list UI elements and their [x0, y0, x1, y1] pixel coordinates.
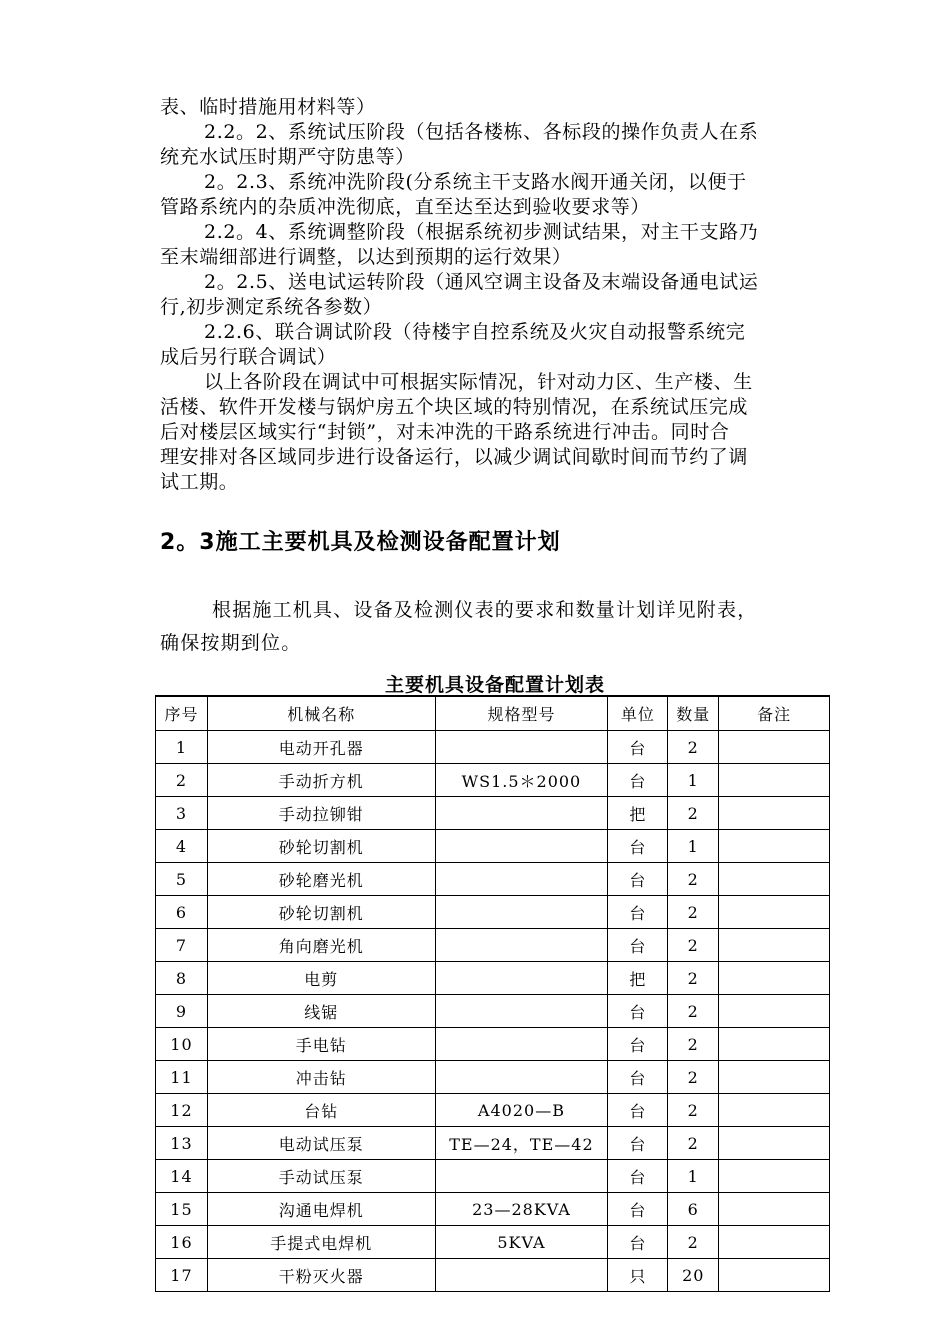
table-cell: 砂轮切割机 — [207, 896, 435, 929]
table-row — [156, 863, 830, 896]
table-cell: 把 — [608, 962, 668, 995]
body-text-line: 管路系统内的杂质冲洗彻底，直至达至达到验收要求等） — [160, 196, 651, 218]
table-cell — [435, 797, 608, 830]
table-cell — [435, 1028, 608, 1061]
table-cell — [719, 962, 830, 995]
table-cell: 8 — [156, 962, 208, 995]
table-cell: 手提式电焊机 — [207, 1226, 435, 1259]
table-cell: 台钻 — [207, 1094, 435, 1127]
table-cell: 台 — [608, 1160, 668, 1193]
table-cell — [719, 1160, 830, 1193]
table-cell: 2 — [668, 995, 719, 1028]
table-header-cell: 规格型号 — [435, 696, 608, 731]
table-row — [156, 1127, 830, 1160]
table-cell: 15 — [156, 1193, 208, 1226]
table-cell: 电剪 — [207, 962, 435, 995]
body-text-line: 理安排对各区域同步进行设备运行，以减少调试间歇时间而节约了调 — [160, 446, 749, 468]
body-text-line: 2。2.5、送电试运转阶段（通风空调主设备及末端设备通电试运 — [204, 271, 759, 293]
table-cell: 6 — [156, 896, 208, 929]
table-cell: 7 — [156, 929, 208, 962]
table-cell: 5 — [156, 863, 208, 896]
section-heading: 2。3施工主要机具及检测设备配置计划 — [160, 530, 561, 555]
body-text-line: 2。2.3、系统冲洗阶段(分系统主干支路水阀开通关闭，以便于 — [204, 171, 747, 193]
table-row — [156, 962, 830, 995]
table-cell — [719, 1127, 830, 1160]
table-row — [156, 1061, 830, 1094]
table-cell — [435, 1061, 608, 1094]
table-cell: 2 — [668, 1028, 719, 1061]
table-cell — [719, 797, 830, 830]
table-cell: WS1.5＊2000 — [435, 764, 608, 797]
table-cell: 2 — [668, 1226, 719, 1259]
table-cell — [435, 830, 608, 863]
table-cell: 手电钻 — [207, 1028, 435, 1061]
table-row — [156, 995, 830, 1028]
table-caption-text: 主要机具设备配置计划表 — [384, 674, 605, 696]
body-paragraphs — [160, 95, 838, 495]
table-cell — [719, 1028, 830, 1061]
body-text-line: 活楼、软件开发楼与锅炉房五个块区域的特别情况，在系统试压完成 — [160, 396, 749, 418]
table-cell: 台 — [608, 896, 668, 929]
body-text-line: 统充水试压时期严守防患等） — [160, 146, 415, 168]
table-cell: 9 — [156, 995, 208, 1028]
table-header-cell: 机械名称 — [207, 696, 435, 731]
table-cell — [435, 995, 608, 1028]
table-caption — [0, 670, 950, 697]
table-cell — [719, 896, 830, 929]
table-cell: 1 — [668, 830, 719, 863]
table-cell: 2 — [668, 896, 719, 929]
table-cell: 沟通电焊机 — [207, 1193, 435, 1226]
table-cell — [719, 863, 830, 896]
body-text-line: 2.2。2、系统试压阶段（包括各楼栋、各标段的操作负责人在系 — [204, 121, 759, 143]
table-cell — [719, 1094, 830, 1127]
table-cell: 1 — [156, 731, 208, 764]
table-row — [156, 764, 830, 797]
table-cell: 10 — [156, 1028, 208, 1061]
table-cell: 20 — [668, 1259, 719, 1292]
table-cell: 线锯 — [207, 995, 435, 1028]
table-cell: 台 — [608, 1193, 668, 1226]
table-cell: 1 — [668, 764, 719, 797]
body-text-line: 表、临时措施用材料等） — [160, 96, 376, 118]
table-cell: 把 — [608, 797, 668, 830]
table-row — [156, 896, 830, 929]
table-cell: 3 — [156, 797, 208, 830]
table-cell: 台 — [608, 929, 668, 962]
intro-text-line: 根据施工机具、设备及检测仪表的要求和数量计划详见附表， — [212, 599, 758, 621]
table-cell: 角向磨光机 — [207, 929, 435, 962]
table-cell — [719, 1193, 830, 1226]
table-cell: 2 — [668, 863, 719, 896]
body-text-line: 2.2。4、系统调整阶段（根据系统初步测试结果，对主干支路乃 — [204, 221, 759, 243]
table-cell: 台 — [608, 1028, 668, 1061]
intro-paragraph — [160, 594, 840, 660]
table-header-cell: 单位 — [608, 696, 668, 731]
table-cell — [719, 764, 830, 797]
table-cell — [719, 929, 830, 962]
table-cell — [719, 995, 830, 1028]
table-row — [156, 731, 830, 764]
table-cell — [435, 962, 608, 995]
table-row — [156, 797, 830, 830]
table-row — [156, 929, 830, 962]
table-cell: 2 — [156, 764, 208, 797]
table-cell: 冲击钻 — [207, 1061, 435, 1094]
table-cell: 台 — [608, 764, 668, 797]
table-cell — [719, 830, 830, 863]
table-cell: 14 — [156, 1160, 208, 1193]
table-row — [156, 1160, 830, 1193]
table-header-cell: 备注 — [719, 696, 830, 731]
table-cell — [435, 1160, 608, 1193]
table-body — [156, 731, 830, 1292]
body-text-line: 成后另行联合调试） — [160, 346, 337, 368]
table-cell: TE—24，TE—42 — [435, 1127, 608, 1160]
table-cell: 23—28KVA — [435, 1193, 608, 1226]
table-cell — [719, 1226, 830, 1259]
table-cell: 6 — [668, 1193, 719, 1226]
table-cell: 11 — [156, 1061, 208, 1094]
table-row — [156, 830, 830, 863]
table-row — [156, 1193, 830, 1226]
table-cell: 2 — [668, 731, 719, 764]
table-cell: 4 — [156, 830, 208, 863]
table-cell: 台 — [608, 830, 668, 863]
table-cell — [719, 1061, 830, 1094]
table-cell — [435, 929, 608, 962]
table-cell: 手动试压泵 — [207, 1160, 435, 1193]
table-cell: 2 — [668, 797, 719, 830]
table-cell: 1 — [668, 1160, 719, 1193]
table-cell: 干粉灭火器 — [207, 1259, 435, 1292]
table-cell: 台 — [608, 1061, 668, 1094]
table-cell — [435, 1259, 608, 1292]
equipment-table — [155, 695, 830, 1292]
table-cell: A4020—B — [435, 1094, 608, 1127]
table-cell — [435, 896, 608, 929]
table-cell: 13 — [156, 1127, 208, 1160]
table-cell: 2 — [668, 1127, 719, 1160]
table-cell: 2 — [668, 1094, 719, 1127]
table-cell: 电动试压泵 — [207, 1127, 435, 1160]
body-text-line: 2.2.6、联合调试阶段（待楼宇自控系统及火灾自动报警系统完 — [204, 321, 746, 343]
table-cell: 砂轮切割机 — [207, 830, 435, 863]
table-cell: 台 — [608, 1127, 668, 1160]
table-row — [156, 1259, 830, 1292]
table-row — [156, 1028, 830, 1061]
table-cell — [719, 731, 830, 764]
table-cell: 17 — [156, 1259, 208, 1292]
table-row — [156, 1226, 830, 1259]
table-cell: 手动折方机 — [207, 764, 435, 797]
table-header-cell: 数量 — [668, 696, 719, 731]
table-cell: 12 — [156, 1094, 208, 1127]
table-header-row — [156, 696, 830, 731]
body-text-line: 至末端细部进行调整，以达到预期的运行效果） — [160, 246, 572, 268]
table-cell: 2 — [668, 1061, 719, 1094]
table-cell: 5KVA — [435, 1226, 608, 1259]
table-cell: 台 — [608, 731, 668, 764]
intro-text-line: 确保按期到位。 — [160, 632, 302, 654]
table-cell — [719, 1259, 830, 1292]
table-cell: 台 — [608, 1226, 668, 1259]
body-text-line: 试工期。 — [160, 471, 239, 493]
body-text-line: 后对楼层区域实行“封锁”，对未冲洗的干路系统进行冲击。同时合 — [160, 421, 730, 443]
table-cell: 只 — [608, 1259, 668, 1292]
body-text-line: 以上各阶段在调试中可根据实际情况，针对动力区、生产楼、生 — [204, 371, 753, 393]
table-header-cell: 序号 — [156, 696, 208, 731]
table-cell: 砂轮磨光机 — [207, 863, 435, 896]
table-cell: 2 — [668, 929, 719, 962]
body-text-line: 行,初步测定系统各参数） — [160, 296, 383, 318]
table-cell: 电动开孔器 — [207, 731, 435, 764]
table-row — [156, 1094, 830, 1127]
table-cell — [435, 863, 608, 896]
table-cell: 手动拉铆钳 — [207, 797, 435, 830]
table-cell: 台 — [608, 863, 668, 896]
table-cell: 2 — [668, 962, 719, 995]
table-cell: 16 — [156, 1226, 208, 1259]
table-cell: 台 — [608, 1094, 668, 1127]
table-cell: 台 — [608, 995, 668, 1028]
table-cell — [435, 731, 608, 764]
